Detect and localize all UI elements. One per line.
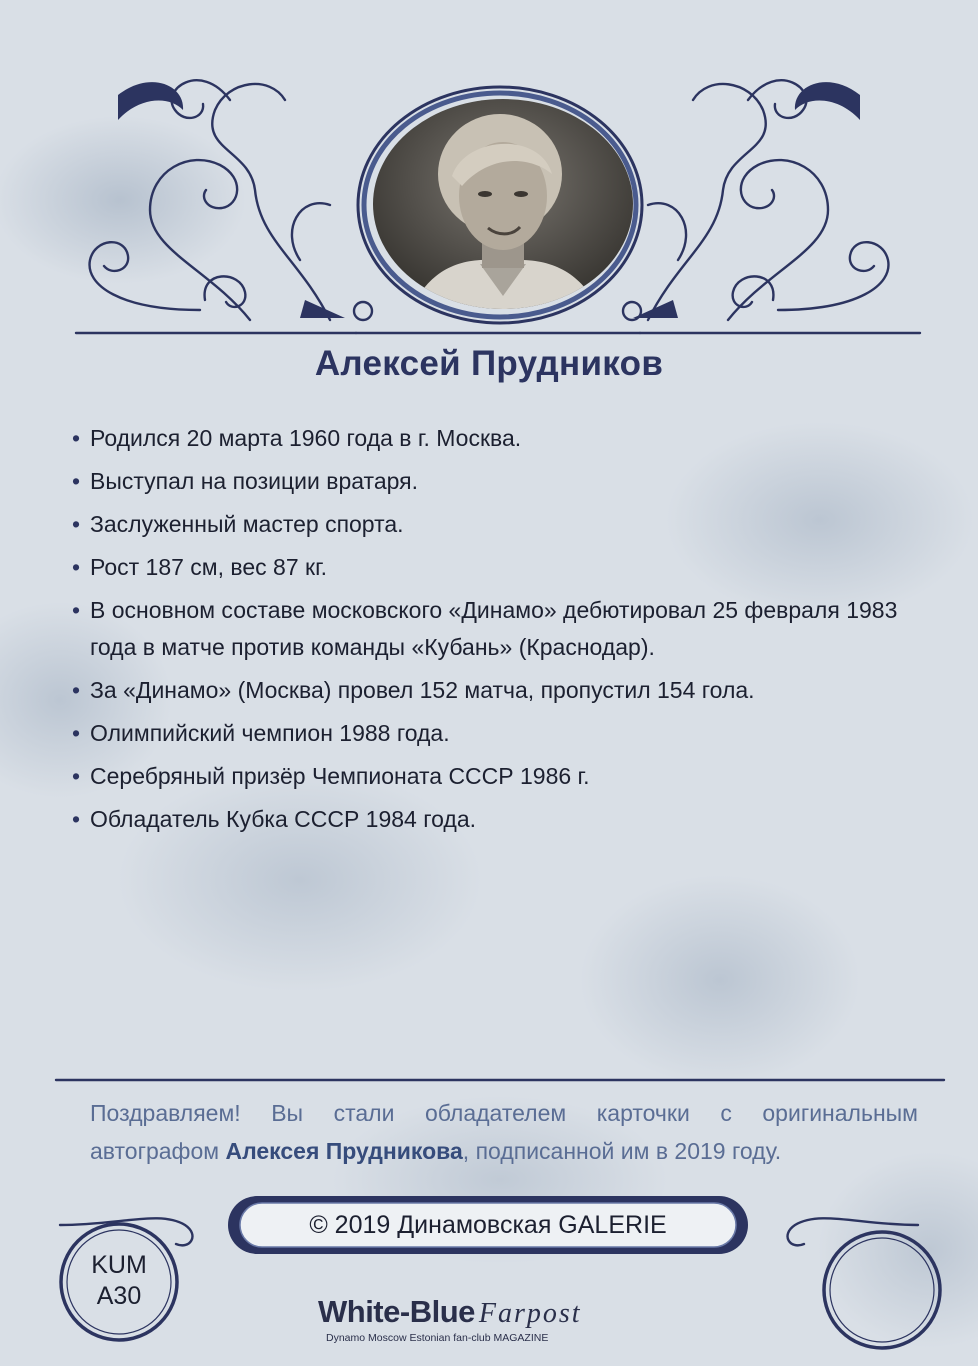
logo-main-text: White-Blue	[318, 1294, 475, 1329]
list-item: • За «Динамо» (Москва) провел 152 матча, пропустил 154 гола.	[72, 672, 932, 709]
congratulations-text	[90, 1094, 918, 1170]
list-item: • Родился 20 марта 1960 года в г. Москва.	[72, 420, 932, 457]
copyright-text: © 2019 Динамовская GALERIE	[309, 1210, 667, 1239]
card-code-line-1: KUM	[91, 1251, 147, 1279]
list-item: • В основном составе московского «Динамо» дебютировал 25 февраля 1983 года в матче против команды «Кубань» (Краснодар).	[72, 592, 932, 666]
scroll-ornament-right	[648, 80, 888, 320]
list-item: • Выступал на позиции вратаря.	[72, 463, 932, 500]
logo-tagline: Dynamo Moscow Estonian fan-club MAGAZINE	[326, 1332, 549, 1344]
logo-script-text: Farpost	[478, 1298, 582, 1329]
congrats-suffix: , подписанной им в 2019 году.	[462, 1138, 782, 1164]
facts-list	[72, 420, 932, 844]
list-item: • Рост 187 см, вес 87 кг.	[72, 549, 932, 586]
logo-wordmark	[318, 1294, 582, 1330]
scroll-ornament-left	[90, 80, 330, 320]
player-name: Алексей Прудников	[314, 344, 664, 383]
list-item: • Олимпийский чемпион 1988 года.	[72, 715, 932, 752]
congrats-line-1: Поздравляем! Вы стали обладателем карточки с оригинальным	[90, 1100, 918, 1126]
list-item: • Серебряный призёр Чемпионата СССР 1986 г.	[72, 758, 932, 795]
congrats-signer-name: Алексея Прудникова	[225, 1138, 463, 1164]
congrats-line-2	[90, 1132, 918, 1170]
portrait-photo	[370, 96, 636, 312]
congrats-prefix: автографом	[90, 1138, 226, 1164]
publisher-logo	[318, 1294, 718, 1354]
list-item: • Заслуженный мастер спорта.	[72, 506, 932, 543]
card-code-line-2: A30	[96, 1282, 142, 1310]
list-item: • Обладатель Кубка СССР 1984 года.	[72, 801, 932, 838]
card-code	[64, 1250, 174, 1312]
copyright-badge	[228, 1196, 748, 1254]
